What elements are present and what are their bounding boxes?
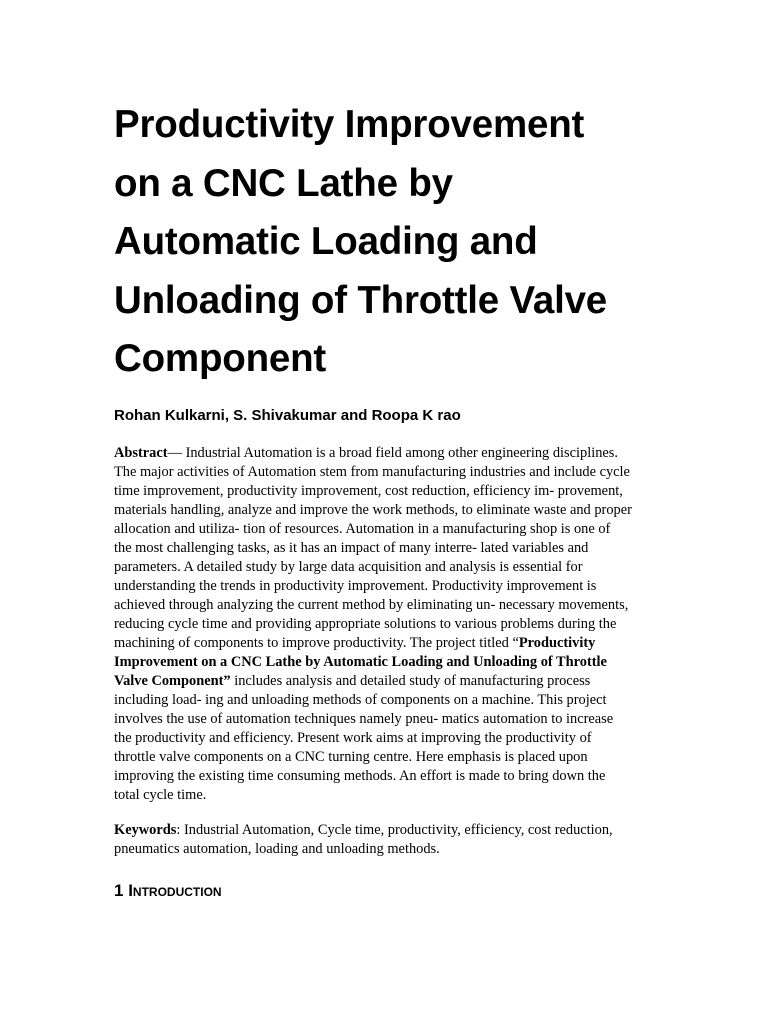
title-line: Automatic Loading and: [114, 220, 538, 263]
project-title-bold: Valve Component”: [114, 673, 231, 689]
title-line: Component: [114, 337, 327, 380]
abstract-line: parameters. A detailed study by large data acquisition and analysis is essential for: [114, 559, 583, 575]
project-title-bold: Productivity: [518, 635, 596, 651]
abstract-line: [114, 634, 644, 653]
abstract-line: The major activities of Automation stem from manufacturing industries and include cycle: [114, 464, 630, 480]
abstract-line: [114, 444, 644, 463]
section-title: Introduction: [128, 881, 222, 900]
abstract-text: machining of components to improve productivity. The project titled “: [114, 635, 519, 651]
abstract-line: allocation and utiliza- tion of resources. Automation in a manufacturing shop is one of: [114, 521, 611, 537]
author-list: Rohan Kulkarni, S. Shivakumar and Roopa K rao: [114, 407, 461, 424]
project-title-bold: Improvement on a CNC Lathe by Automatic Loading and Unloading of Throttle: [114, 654, 607, 670]
abstract-line: materials handling, analyze and improve the work methods, to eliminate waste and proper: [114, 502, 632, 518]
abstract-line: including load- ing and unloading methods of components on a machine. This project: [114, 692, 607, 708]
abstract-line: improving the existing time consuming methods. An effort is made to bring down the: [114, 768, 606, 784]
abstract-line: involves the use of automation techniques namely pneu- matics automation to increase: [114, 711, 614, 727]
abstract-label: Abstract: [114, 445, 168, 461]
keywords-block: [114, 821, 654, 859]
abstract-line: the most challenging tasks, as it has an impact of many interre- lated variables and: [114, 540, 589, 556]
abstract-text: includes analysis and detailed study of manufacturing process: [230, 673, 591, 689]
abstract-dash: —: [167, 445, 186, 461]
keywords-label: Keywords: [114, 822, 177, 838]
abstract-block: [114, 444, 644, 805]
abstract-line: total cycle time.: [114, 787, 207, 803]
section-number: 1: [114, 881, 129, 900]
keywords-text: : Industrial Automation, Cycle time, productivity, efficiency, cost reduction,: [176, 822, 613, 838]
abstract-line: [114, 672, 644, 691]
abstract-text: Industrial Automation is a broad field among other engineering disciplines.: [185, 445, 618, 461]
title-line: on a CNC Lathe by: [114, 161, 453, 205]
title-line: Productivity Improvement: [114, 103, 585, 146]
abstract-line: the productivity and efficiency. Present work aims at improving the productivity of: [114, 730, 592, 746]
keywords-line: pneumatics automation, loading and unloading methods.: [114, 841, 440, 857]
keywords-line: [114, 821, 654, 840]
title-line: Unloading of Throttle Valve: [114, 278, 607, 322]
abstract-line: time improvement, productivity improvement, cost reduction, efficiency im- provement,: [114, 483, 623, 499]
abstract-line: [114, 653, 644, 672]
abstract-line: throttle valve components on a CNC turning centre. Here emphasis is placed upon: [114, 749, 588, 765]
section-heading-introduction: [114, 880, 222, 902]
paper-title: [114, 96, 674, 389]
abstract-line: achieved through analyzing the current method by eliminating un- necessary movements,: [114, 597, 629, 613]
abstract-line: understanding the trends in productivity improvement. Productivity improvement is: [114, 578, 597, 594]
abstract-line: reducing cycle time and providing appropriate solutions to various problems during the: [114, 616, 617, 632]
